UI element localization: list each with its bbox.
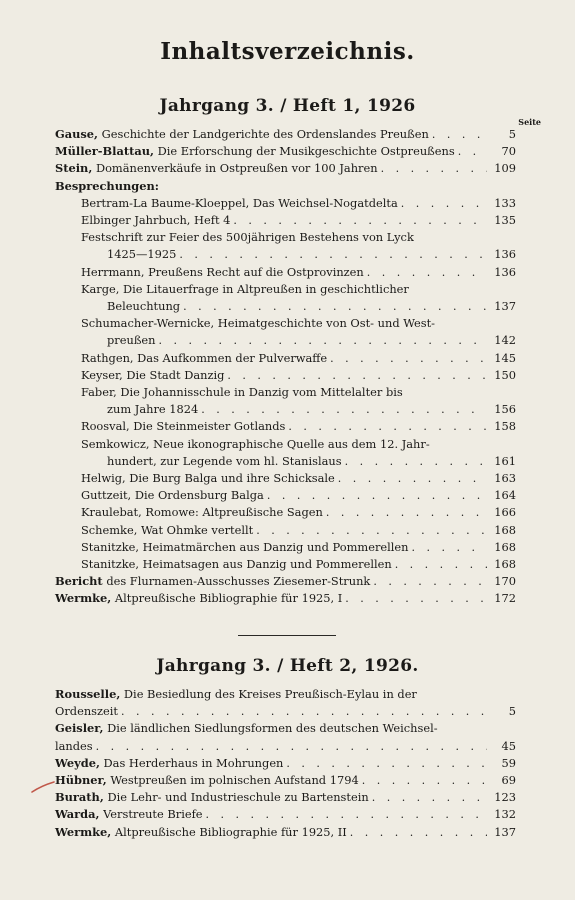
page-number: 145 [494, 350, 516, 365]
page-number: 168 [494, 522, 516, 537]
review-entry: Herrmann, Preußens Recht auf die Ostprovinzen . . . 136 [55, 264, 516, 281]
toc-entry: Gause, Geschichte der Landgerichte des Ordenslandes Preußen . . . 5 [55, 126, 516, 143]
page-number: 142 [494, 333, 516, 348]
page-number: 170 [494, 574, 516, 589]
review-entry: Festschrift zur Feier des 500jährigen Bestehens von Lyck 1425—1925 . . . 136 [55, 229, 516, 263]
page-number: 163 [494, 471, 516, 486]
toc-entry: Rousselle, Die Besiedlung des Kreises Preußisch-Eylau in der Ordenszeit . . . 5 [55, 686, 516, 720]
seite-column-label: Seite [518, 117, 541, 127]
page-number: 161 [494, 453, 516, 468]
page-number: 166 [494, 505, 516, 520]
toc-entry: Müller-Blattau, Die Erforschung der Musikgeschichte Ostpreußens . . . 70 [55, 143, 516, 160]
section-divider [238, 635, 336, 636]
toc-entry: Warda, Verstreute Briefe . . . 132 [55, 806, 516, 823]
review-entry: Keyser, Die Stadt Danzig . . . 150 [55, 367, 516, 384]
review-entry: Bertram-La Baume-Kloeppel, Das Weichsel-Nogatdelta . . . 133 [55, 195, 516, 212]
page-number: 158 [494, 419, 516, 434]
review-entry: Roosval, Die Steinmeister Gotlands . . . 158 [55, 418, 516, 435]
review-entry: Rathgen, Das Aufkommen der Pulverwaffe . . . 145 [55, 350, 516, 367]
page-number: 135 [494, 213, 516, 228]
page-number: 136 [494, 247, 516, 262]
page-number: 150 [494, 367, 516, 382]
review-entry: Schumacher-Wernicke, Heimatgeschichte von Ost- und West- preußen . . . 142 [55, 315, 516, 349]
toc-entry: Stein, Domänenverkäufe in Ostpreußen vor 100 Jahren . . . 109 [55, 160, 516, 177]
toc-entry: Hübner, Westpreußen im polnischen Aufstand 1794 . . . 69 [55, 772, 516, 789]
page-number: 137 [494, 824, 516, 839]
page-number: 132 [494, 807, 516, 822]
review-entry: Stanitzke, Heimatmärchen aus Danzig und Pommerellen . . . 168 [55, 539, 516, 556]
page-number: 137 [494, 299, 516, 314]
review-entry: Kraulebat, Romowe: Altpreußische Sagen . . . 166 [55, 504, 516, 521]
page-number: 69 [501, 773, 516, 788]
review-entry: Stanitzke, Heimatsagen aus Danzig und Pommerellen . . . 168 [55, 556, 516, 573]
toc-entry: Wermke, Altpreußische Bibliographie für 1925, I . . . 172 [55, 590, 516, 607]
page-number: 5 [508, 127, 516, 141]
page-title: Inhaltsverzeichnis. [160, 38, 415, 65]
page-number: 45 [501, 738, 516, 753]
review-entry: Elbinger Jahrbuch, Heft 4 . . . 135 [55, 212, 516, 229]
page-number: 136 [494, 264, 516, 279]
review-entry: Schemke, Wat Ohmke vertellt . . . 168 [55, 522, 516, 539]
section-heading-heft-2: Jahrgang 3. / Heft 2, 1926. [156, 656, 419, 676]
page-number: 164 [494, 488, 516, 503]
pencil-mark-icon [30, 780, 56, 794]
page-number: 70 [501, 144, 516, 159]
toc-entry: Wermke, Altpreußische Bibliographie für 1925, II . . . 137 [55, 824, 516, 841]
page-number: 168 [494, 539, 516, 554]
page-number: 109 [494, 161, 516, 176]
toc-entry: Bericht des Flurnamen-Ausschusses Ziesemer-Strunk . . . 170 [55, 573, 516, 590]
page-number: 168 [494, 557, 516, 572]
review-entry: Helwig, Die Burg Balga und ihre Schicksale . . . 163 [55, 470, 516, 487]
page-number: 5 [508, 704, 516, 719]
page-number: 123 [494, 790, 516, 805]
toc-entry: Burath, Die Lehr- und Industrieschule zu Bartenstein . . . 123 [55, 789, 516, 806]
reviews-subheading: Besprechungen: [55, 178, 159, 193]
section-heading-heft-1: Jahrgang 3. / Heft 1, 1926 [159, 96, 416, 116]
toc-heft-2 [55, 686, 516, 841]
toc-heft-1 [55, 126, 516, 608]
review-entry: Faber, Die Johannisschule in Danzig vom Mittelalter bis zum Jahre 1824 . . . 156 [55, 384, 516, 418]
review-entry: Guttzeit, Die Ordensburg Balga . . . 164 [55, 487, 516, 504]
toc-entry: Geisler, Die ländlichen Siedlungsformen des deutschen Weichsel- landes . . . 45 [55, 720, 516, 754]
page-number: 59 [501, 755, 516, 770]
page-number: 172 [494, 591, 516, 606]
page-number: 156 [494, 402, 516, 417]
review-entry: Karge, Die Litauerfrage in Altpreußen in geschichtlicher Beleuchtung . . . 137 [55, 281, 516, 315]
page-number: 133 [494, 195, 516, 210]
review-entry: Semkowicz, Neue ikonographische Quelle aus dem 12. Jahr- hundert, zur Legende vom hl. Stanislaus . . . 161 [55, 436, 516, 470]
toc-entry: Weyde, Das Herderhaus in Mohrungen . . . 59 [55, 755, 516, 772]
